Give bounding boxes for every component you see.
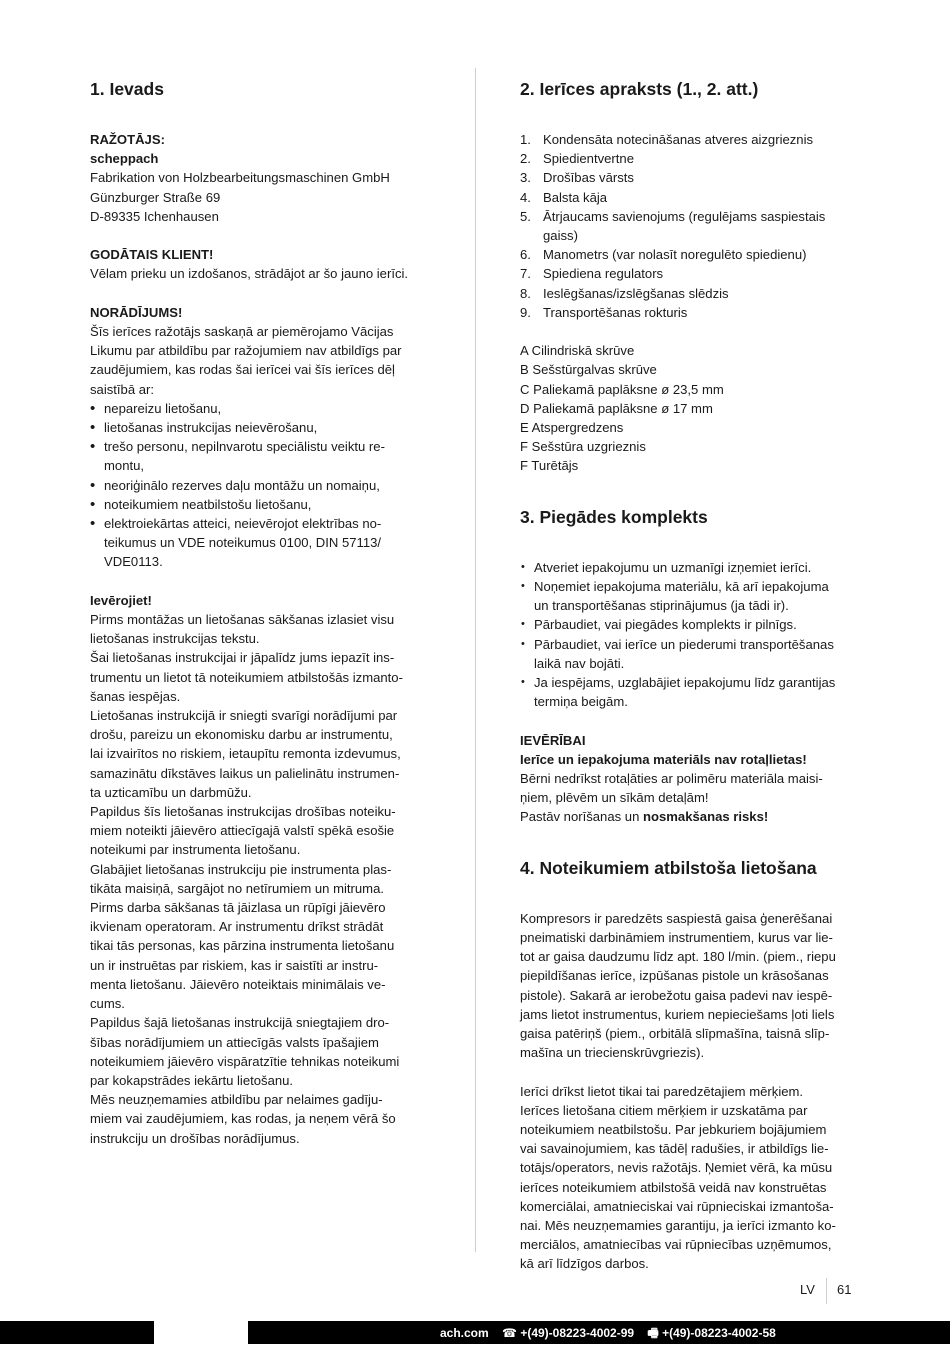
text-line: Ierīces lietošana citiem mērķiem ir uzskatāma par bbox=[520, 1102, 808, 1118]
text-line: ierīces noteikumiem atbilstošā veidā nav konstruētas bbox=[520, 1179, 827, 1195]
text-line: D Paliekamā paplāksne ø 17 mm bbox=[520, 400, 713, 416]
column-divider bbox=[475, 68, 476, 1252]
text-line: miem vai zaudējumiem, kas rodas, ja neņem vērā šo bbox=[90, 1111, 396, 1127]
text-line: un ir instruētas par riskiem, kas ir saistīti ar instru- bbox=[90, 957, 379, 973]
text-line: B Sešstūrgalvas skrūve bbox=[520, 362, 657, 378]
fasteners-list bbox=[520, 341, 865, 475]
text-line: Glabājiet lietošanas instrukciju pie instrumenta plas- bbox=[90, 861, 392, 877]
text-line: gaisa patēriņš (piem., orbitālā slīpmašīna, taisnā slīp- bbox=[520, 1026, 830, 1042]
manufacturer-address bbox=[90, 168, 435, 226]
text-line: samazinātu dīkstāves laikus un palielinātu instrumen- bbox=[90, 765, 400, 781]
manufacturer-name: scheppach bbox=[90, 151, 159, 167]
parts-list bbox=[520, 130, 865, 322]
list-item: 5. Ātrjaucams savienojums (regulējams saspiestais gaiss) bbox=[520, 208, 826, 244]
text-line: E Atspergredzens bbox=[520, 420, 624, 436]
text-line: ta uzticamību un darbmūžu. bbox=[90, 784, 252, 800]
list-item: 2. Spiedientvertne bbox=[520, 151, 634, 167]
delivery-list bbox=[520, 558, 865, 712]
text-line: Šīs ierīces ražotājs saskaņā ar piemērojamo Vācijas bbox=[90, 324, 394, 339]
text-line: mašīna un triecienskrūvgriezis). bbox=[520, 1045, 705, 1061]
contact-bar bbox=[0, 1321, 950, 1344]
list-item: 4. Balsta kāja bbox=[520, 189, 608, 205]
list-item: • Atveriet iepakojumu un uzmanīgi izņemiet ierīci. bbox=[520, 558, 865, 577]
page-number: 61 bbox=[837, 1282, 852, 1297]
list-item: 1. Kondensāta notecināšanas atveres aizgrieznis bbox=[520, 132, 814, 147]
text-line: jams lietot instrumentus, kuriem nepieciešams ļoti liels bbox=[520, 1006, 835, 1022]
text-line: tot ar gaisa daudzumu līdz apt. 180 l/min. (piem., riepu bbox=[520, 949, 836, 965]
text-line: Šai lietošanas instrukcijai ir jāpalīdz jums iepazīt ins- bbox=[90, 650, 395, 666]
liability-list bbox=[90, 399, 435, 572]
text-line: Kompresors ir paredzēts saspiestā gaisa ģenerēšanai bbox=[520, 910, 833, 926]
text-line: vai savainojumiem, kas tādēļ radušies, ir atbildīgs lie- bbox=[520, 1141, 829, 1157]
text-line: A Cilindriskā skrūve bbox=[520, 343, 635, 359]
intended-use-paragraph-2 bbox=[520, 1082, 865, 1274]
manufacturer-label: RAŽOTĀJS: bbox=[90, 132, 165, 147]
text-line: C Paliekamā paplāksne ø 23,5 mm bbox=[520, 381, 724, 397]
text-line: Lietošanas instrukcijā ir sniegti svarīgi norādījumi par bbox=[90, 708, 398, 724]
list-item: • neoriģinālo rezerves daļu montāžu un nomaiņu, bbox=[90, 476, 435, 495]
fax-number: 🖷 +(49)-08223-4002-58 bbox=[647, 1326, 776, 1340]
list-item: 7. Spiediena regulators bbox=[520, 266, 664, 282]
caution-bold: Ierīce un iepakojuma materiāls nav rotaļlietas! bbox=[520, 751, 807, 767]
phone-number: ☎ +(49)-08223-4002-99 bbox=[502, 1326, 635, 1340]
section-heading-intro: 1. Ievads bbox=[90, 79, 164, 99]
right-column bbox=[520, 76, 865, 1274]
observe-text bbox=[90, 610, 435, 1148]
text-line: F Sešstūra uzgrieznis bbox=[520, 439, 646, 455]
list-item: 9. Transportēšanas rokturis bbox=[520, 304, 688, 320]
text-line: tikāta maisiņā, sargājot no netīrumiem un mitruma. bbox=[90, 880, 385, 896]
list-item: • Noņemiet iepakojuma materiālu, kā arī iepakojuma un transportēšanas stiprinājumus (ja tādi ir). bbox=[520, 577, 865, 615]
text-line: instrukciju un drošības norādījumus. bbox=[90, 1130, 300, 1146]
text-line: Mēs neuzņemamies atbildību par nelaimes gadīju- bbox=[90, 1092, 383, 1108]
text-line: ņiem, plēvēm un sīkām detaļām! bbox=[520, 790, 709, 806]
language-code: LV bbox=[800, 1282, 815, 1297]
text-line: pneimatiski darbināmiem instrumentiem, kurus var lie- bbox=[520, 930, 833, 946]
list-item: • elektroiekārtas atteici, neievērojot elektrības no- teikumus un VDE noteikumus 0100, DIN 57113/ VDE0113. bbox=[90, 514, 435, 572]
footer-separator bbox=[826, 1278, 827, 1304]
customer-label: GODĀTAIS KLIENT! bbox=[90, 247, 214, 263]
list-item: • Pārbaudiet, vai ierīce un piederumi transportēšanas laikā nav bojāti. bbox=[520, 635, 865, 673]
contact-info bbox=[440, 1324, 786, 1345]
text-line: Papildus šajā lietošanas instrukcijā sniegtajiem dro- bbox=[90, 1015, 390, 1031]
address-line: D-89335 Ichenhausen bbox=[90, 208, 219, 224]
list-item: • lietošanas instrukcijas neievērošanu, bbox=[90, 418, 435, 437]
text-line: Ierīci drīkst lietot tikai tai paredzētajiem mērķiem. bbox=[520, 1083, 804, 1099]
list-item: 6. Manometrs (var nolasīt noregulēto spiedienu) bbox=[520, 247, 807, 263]
text-line: šanas iespējas. bbox=[90, 688, 181, 704]
address-line: Günzburger Straße 69 bbox=[90, 189, 221, 205]
text-line: kā arī līdzīgos darbos. bbox=[520, 1256, 649, 1272]
text-line: Pirms montāžas un lietošanas sākšanas izlasiet visu bbox=[90, 612, 395, 628]
list-item: • trešo personu, nepilnvarotu speciālistu veiktu re- montu, bbox=[90, 437, 435, 475]
caution-label: IEVĒRĪBAI bbox=[520, 732, 586, 748]
section-heading-intended-use: 4. Noteikumiem atbilstoša lietošana bbox=[520, 857, 817, 878]
text-line: ikvienam operatoram. Ar instrumentu drīkst strādāt bbox=[90, 919, 384, 935]
text-line: tikai tās personas, kas pārzina instrumenta lietošanu bbox=[90, 938, 395, 954]
list-item: • nepareizu lietošanu, bbox=[90, 399, 435, 418]
text-line: trumentu un lietot tā noteikumiem atbilstošās izmanto- bbox=[90, 669, 403, 685]
list-item: 3. Drošības vārsts bbox=[520, 170, 634, 186]
text-line: komerciālai, amatnieciskai vai rūpnieciskai izmantoša- bbox=[520, 1198, 834, 1214]
left-column bbox=[90, 76, 435, 1148]
section-heading-description: 2. Ierīces apraksts (1., 2. att.) bbox=[520, 79, 759, 99]
section-heading-delivery: 3. Piegādes komplekts bbox=[520, 506, 708, 527]
text-line: merciālos, amatniecības vai rūpniecības uzņēmumos, bbox=[520, 1237, 832, 1253]
address-line: Fabrikation von Holzbearbeitungsmaschinen GmbH bbox=[90, 170, 390, 186]
text-line: miem noteikti jāievēro attiecīgajā valstī spēkā esošie bbox=[90, 823, 395, 839]
text-line: noteikumiem neatbilstošu. Par jebkuriem bojājumiem bbox=[520, 1122, 827, 1138]
text-line: Papildus šīs lietošanas instrukcijas drošības noteiku- bbox=[90, 804, 396, 820]
text-line: noteikumi par instrumenta lietošanu. bbox=[90, 842, 301, 858]
list-item: • Pārbaudiet, vai piegādes komplekts ir pilnīgs. bbox=[520, 615, 865, 634]
text-line: lai izvairītos no riskiem, ietaupītu remonta izdevumus, bbox=[90, 746, 401, 762]
text-line: nai. Mēs neuzņemamies garantiju, ja ierīci izmanto ko- bbox=[520, 1218, 836, 1234]
website: ach.com bbox=[440, 1326, 489, 1340]
text-line: F Turētājs bbox=[520, 458, 579, 474]
text-line: šības norādījumiem un attiecīgās valsts īpašajiem bbox=[90, 1034, 379, 1050]
observe-label: Ievērojiet! bbox=[90, 592, 152, 608]
text-line: noteikumiem jāievēro vispāratzītie tehnikas noteikumi bbox=[90, 1053, 400, 1069]
customer-text: Vēlam prieku un izdošanos, strādājot ar šo jauno ierīci. bbox=[90, 266, 409, 282]
list-item: 8. Ieslēgšanas/izslēgšanas slēdzis bbox=[520, 285, 729, 301]
text-line: menta lietošanu. Jāievēro noteiktais minimālais ve- bbox=[90, 976, 386, 992]
logo-area bbox=[154, 1321, 248, 1344]
text-line: drošu, pareizu un ekonomisku darbu ar instrumentu, bbox=[90, 727, 393, 743]
text-line: lietošanas instrukcijas tekstu. bbox=[90, 631, 260, 647]
text-line: par kokapstrādes iekārtu lietošanu. bbox=[90, 1072, 294, 1088]
note-intro bbox=[90, 322, 435, 399]
text-line: Likumu par atbildību par ražojumiem nav atbildīgs par bbox=[90, 343, 402, 359]
text-line: totājs/operators, nevis ražotājs. Ņemiet vērā, ka mūsu bbox=[520, 1160, 833, 1176]
text-line: pistole). Sakarā ar ierobežotu gaisa padevi nav iespē- bbox=[520, 987, 833, 1003]
caution-risk: Pastāv norīšanas un nosmakšanas risks! bbox=[520, 809, 769, 825]
text-line: saistībā ar: bbox=[90, 381, 155, 397]
text-line: cums. bbox=[90, 996, 125, 1012]
text-line: Pirms darba sākšanas tā jāizlasa un rūpīgi jāievēro bbox=[90, 900, 386, 916]
note-label: NORĀDĪJUMS! bbox=[90, 304, 183, 320]
text-line: Bērni nedrīkst rotaļāties ar polimēru materiāla maisi- bbox=[520, 771, 823, 787]
list-item: • Ja iespējams, uzglabājiet iepakojumu līdz garantijas termiņa beigām. bbox=[520, 673, 865, 711]
text-line: zaudējumiem, kas rodas šai ierīcei vai šīs ierīces dēļ bbox=[90, 362, 395, 378]
text-line: piepildīšanas ierīce, izpūšanas pistole un krāsošanas bbox=[520, 968, 829, 984]
list-item: • noteikumiem neatbilstošu lietošanu, bbox=[90, 495, 435, 514]
intended-use-paragraph-1 bbox=[520, 909, 865, 1063]
